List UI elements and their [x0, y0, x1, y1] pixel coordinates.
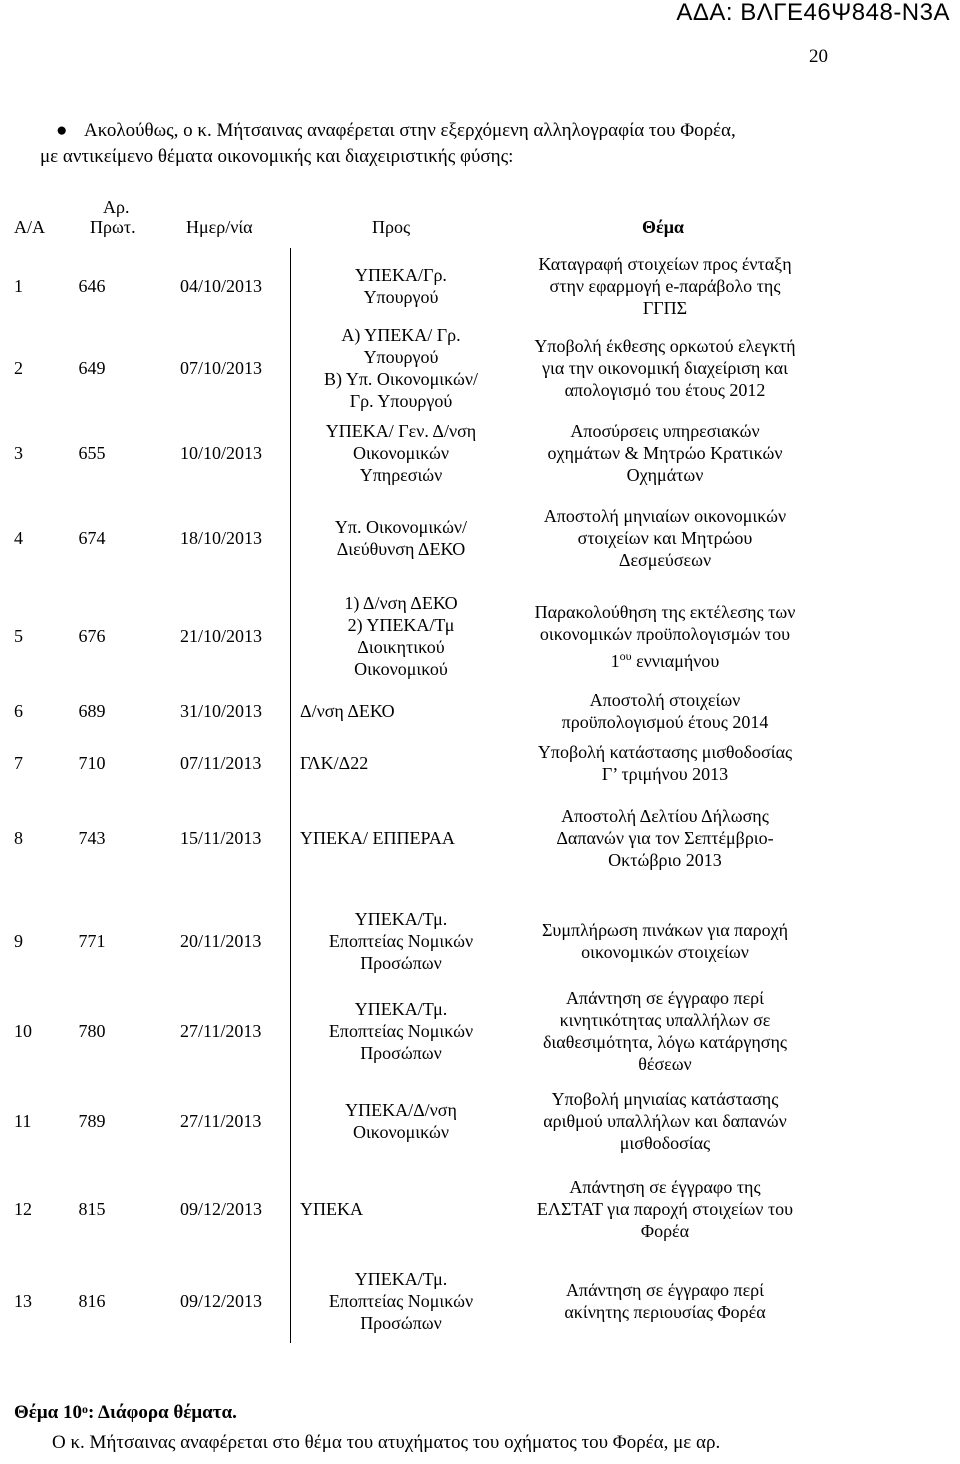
recipient-line: ΥΠΕΚΑ/ Γεν. Δ/νση: [325, 421, 477, 441]
subject-line: Απάντηση σε έγγραφο της: [569, 1177, 761, 1197]
row-date: 07/10/2013: [180, 358, 263, 378]
subject-line: Αποστολή μηνιαίων οικονομικών: [543, 506, 787, 526]
subject-line: οικονομικών στοιχείων: [581, 942, 749, 962]
recipient-line: Διοικητικού: [357, 637, 445, 657]
subject-line: Αποστολή Δελτίου Δήλωσης: [561, 806, 769, 826]
table-row: [0, 1166, 960, 1252]
row-number: 13: [14, 1291, 32, 1311]
subject: [512, 1076, 818, 1166]
subject-line: Γ’ τριμήνου 2013: [601, 764, 729, 784]
row-date: 27/11/2013: [180, 1021, 262, 1041]
header-to: Προς: [372, 217, 411, 237]
subject-line: Υποβολή κατάστασης μισθοδοσίας: [537, 742, 793, 762]
subject-line: αριθμού υπαλλήλων και δαπανών: [543, 1111, 787, 1131]
subject-line: ακίνητης περιουσίας Φορέα: [564, 1302, 766, 1322]
row-number: 6: [14, 701, 23, 721]
subject-line: για την οικονομική διαχείριση και: [542, 358, 788, 378]
row-date: 09/12/2013: [180, 1199, 263, 1219]
subject: [512, 796, 818, 880]
recipient: [290, 414, 512, 492]
table-row: [0, 414, 960, 492]
row-number: 12: [14, 1199, 32, 1219]
section-heading-prefix: Θέμα 10: [14, 1402, 83, 1423]
row-date: 15/11/2013: [180, 828, 262, 848]
recipient-line: ΥΠΕΚΑ: [300, 1199, 363, 1219]
subject-line: Παρακολούθηση της εκτέλεσης των: [534, 601, 796, 622]
subject: [512, 736, 818, 790]
row-date: 20/11/2013: [180, 931, 262, 951]
table-row: [0, 796, 960, 880]
protocol-number: 649: [78, 358, 106, 378]
subject-line: στην εφαρμογή e-παράβολο της: [549, 276, 781, 296]
recipient: [300, 1166, 520, 1252]
subject-line: Καταγραφή στοιχείων προς ένταξη: [538, 254, 792, 274]
recipient-line: Εποπτείας Νομικών: [328, 1021, 474, 1041]
subject: [512, 690, 818, 732]
table-row: [0, 324, 960, 412]
protocol-number: 689: [78, 701, 106, 721]
recipient-line: Υπουργού: [363, 287, 439, 307]
subject-line: Οκτώβριο 2013: [608, 850, 722, 870]
row-number: 4: [14, 528, 23, 548]
recipient-line: ΥΠΕΚΑ/Γρ.: [355, 265, 447, 285]
protocol-number: 674: [78, 528, 106, 548]
subject-line: Δεσμεύσεων: [618, 550, 712, 570]
row-date: 04/10/2013: [180, 276, 263, 296]
row-number: 10: [14, 1021, 32, 1041]
document-code: ΑΔΑ: ΒΛΓΕ46Ψ848-Ν3Α: [676, 0, 950, 26]
row-number: 5: [14, 626, 23, 646]
recipient-line: ΥΠΕΚΑ/Τμ.: [354, 999, 448, 1019]
header-subject: Θέμα: [642, 217, 684, 237]
row-date: 18/10/2013: [180, 528, 263, 548]
recipient-line: Διεύθυνση ΔΕΚΟ: [336, 539, 466, 559]
recipient-line: Οικονομικών: [352, 1122, 450, 1142]
recipient: [300, 690, 520, 732]
table-row: [0, 896, 960, 986]
bullet-icon: ●: [56, 120, 68, 141]
header-aa: Α/Α: [14, 217, 45, 237]
recipient: [300, 736, 520, 790]
subject-line: Υποβολή έκθεσης ορκωτού ελεγκτή: [534, 336, 796, 356]
recipient-line: Υπηρεσιών: [359, 465, 443, 485]
section-heading-sup: ο: [82, 1402, 89, 1416]
subject: [512, 584, 818, 688]
intro-line-1: Ακολούθως, ο κ. Μήτσαινας αναφέρεται στην εξερχόμενη αλληλογραφία του Φορέα,: [84, 120, 736, 141]
recipient-line: 2) ΥΠΕΚΑ/Τμ: [347, 615, 455, 635]
table-row: [0, 1076, 960, 1166]
table-header: [0, 196, 960, 240]
row-number: 3: [14, 443, 23, 463]
row-number: 1: [14, 276, 23, 296]
subject: [512, 414, 818, 492]
section-heading: [14, 1402, 237, 1424]
subject-line: απολογισμό του έτους 2012: [564, 380, 766, 400]
subject-line: Απάντηση σε έγγραφο περί: [566, 1280, 764, 1300]
row-date: 27/11/2013: [180, 1111, 262, 1131]
recipient-line: Υπ. Οικονομικών/: [334, 517, 468, 537]
header-date: Ημερ/νία: [186, 217, 253, 237]
row-number: 7: [14, 753, 23, 773]
recipient-line: Προσώπων: [360, 953, 442, 973]
recipient: [290, 896, 512, 986]
subject-line: στοιχείων και Μητρώου: [577, 528, 753, 548]
subject-line: Οχημάτων: [626, 465, 704, 485]
subject-line: προϋπολογισμού έτους 2014: [561, 712, 769, 732]
recipient: [290, 1258, 512, 1344]
subject: [512, 1166, 818, 1252]
recipient-line: Εποπτείας Νομικών: [328, 931, 474, 951]
recipient: [290, 496, 512, 580]
row-date: 21/10/2013: [180, 626, 263, 646]
subject-line: ΓΓΠΣ: [642, 298, 688, 318]
recipient: [290, 250, 512, 322]
protocol-number: 780: [78, 1021, 106, 1041]
recipient: [290, 1076, 512, 1166]
subject: [512, 896, 818, 986]
table-row: [0, 736, 960, 790]
table-row: [0, 1258, 960, 1344]
recipient-line: Δ/νση ΔΕΚΟ: [300, 701, 395, 721]
header-no-line-2: Πρωτ.: [90, 217, 136, 237]
intro-paragraph: [40, 118, 920, 170]
subject-line: οικονομικών προϋπολογισμών του: [539, 623, 791, 644]
protocol-number: 816: [78, 1291, 106, 1311]
subject-line: Απάντηση σε έγγραφο περί: [566, 988, 764, 1008]
recipient: [290, 986, 512, 1076]
subject-line: Συμπλήρωση πινάκων για παροχή: [541, 920, 789, 940]
recipient-line: Προσώπων: [360, 1313, 442, 1333]
recipient-line: Β) Υπ. Οικονομικών/: [324, 369, 478, 389]
recipient: [300, 796, 520, 880]
row-date: 31/10/2013: [180, 701, 263, 721]
subject-line: διαθεσιμότητα, λόγω κατάργησης: [542, 1032, 788, 1052]
recipient-line: Οικονομικού: [354, 659, 448, 679]
subject: [512, 250, 818, 322]
subject-line: Αποσύρσεις υπηρεσιακών: [570, 421, 760, 441]
subject: [512, 986, 818, 1076]
subject-line: ΕΛΣΤΑΤ για παροχή στοιχείων του: [536, 1199, 794, 1219]
subject-line: κινητικότητας υπαλλήλων σε: [559, 1010, 771, 1030]
recipient-line: Υπουργού: [363, 347, 439, 367]
recipient: [290, 584, 512, 688]
protocol-number: 710: [78, 753, 106, 773]
protocol-number: 646: [78, 276, 106, 296]
protocol-number: 743: [78, 828, 106, 848]
row-number: 11: [14, 1111, 32, 1131]
table-row: [0, 584, 960, 688]
row-date: 10/10/2013: [180, 443, 263, 463]
closing-paragraph: Ο κ. Μήτσαινας αναφέρεται στο θέμα του ατυχήματος του οχήματος του Φορέα, με αρ.: [52, 1432, 721, 1453]
protocol-number: 789: [78, 1111, 106, 1131]
recipient-line: ΥΠΕΚΑ/ ΕΠΠΕΡΑΑ: [300, 828, 455, 848]
subject-line: μισθοδοσίας: [619, 1133, 711, 1153]
subject-line: Δαπανών για τον Σεπτέμβριο-: [556, 828, 774, 848]
protocol-number: 655: [78, 443, 106, 463]
subject-line: $1^{o\upsilon}$ εννιαμήνου: [610, 648, 720, 671]
row-date: 09/12/2013: [180, 1291, 263, 1311]
recipient-line: Οικονομικών: [352, 443, 450, 463]
subject-line: Υποβολή μηνιαίας κατάστασης: [551, 1089, 779, 1109]
page-number: 20: [809, 46, 828, 67]
recipient-line: Εποπτείας Νομικών: [328, 1291, 474, 1311]
recipient-line: Προσώπων: [360, 1043, 442, 1063]
table-row: [0, 250, 960, 322]
subject-line: θέσεων: [638, 1054, 692, 1074]
recipient-line: 1) Δ/νση ΔΕΚΟ: [344, 593, 458, 613]
recipient-line: Γρ. Υπουργού: [349, 391, 453, 411]
row-number: 2: [14, 358, 23, 378]
section-heading-title: : Διάφορα θέματα.: [88, 1402, 237, 1423]
subject: [512, 1258, 818, 1344]
subject: [512, 324, 818, 412]
intro-line-2: με αντικείμενο θέματα οικονομικής και διαχειριστικής φύσης:: [40, 146, 514, 167]
recipient: [290, 324, 512, 412]
row-date: 07/11/2013: [180, 753, 262, 773]
protocol-number: 676: [78, 626, 106, 646]
recipient-line: ΥΠΕΚΑ/Τμ.: [354, 1269, 448, 1289]
recipient-line: Α) ΥΠΕΚΑ/ Γρ.: [341, 325, 461, 345]
header-no-line-1: Αρ.: [103, 197, 130, 217]
subject-line: οχημάτων & Μητρώο Κρατικών: [547, 443, 783, 463]
subject-line: Αποστολή στοιχείων: [589, 690, 741, 710]
table-row: [0, 986, 960, 1076]
row-number: 9: [14, 931, 23, 951]
recipient-line: ΓΛΚ/Δ22: [300, 753, 369, 773]
recipient-line: ΥΠΕΚΑ/Τμ.: [354, 909, 448, 929]
recipient-line: ΥΠΕΚΑ/Δ/νση: [345, 1100, 457, 1120]
table-row: [0, 690, 960, 732]
row-number: 8: [14, 828, 23, 848]
table-row: [0, 496, 960, 580]
subject-line: Φορέα: [640, 1221, 690, 1241]
protocol-number: 771: [78, 931, 106, 951]
subject: [512, 496, 818, 580]
protocol-number: 815: [78, 1199, 106, 1219]
